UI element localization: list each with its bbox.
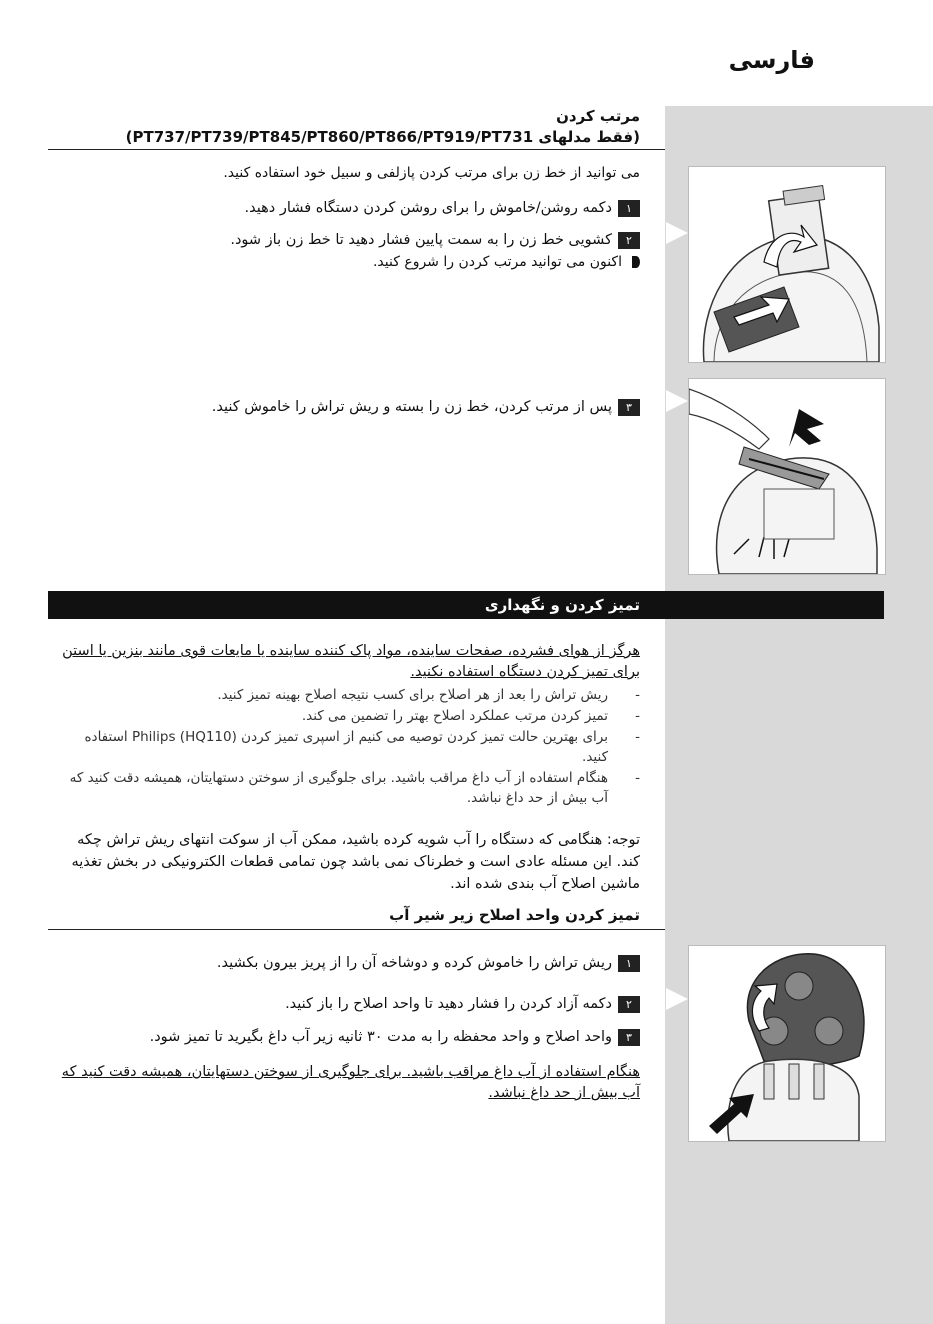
tip-item: - ریش تراش را بعد از هر اصلاح برای کسب نتیجه اصلاح بهینه تمیز کنید. [55,685,640,705]
divider [48,149,665,150]
step-number: ۲ [618,996,640,1013]
trimming-step-1 [245,198,640,218]
pointer-arrow [666,222,688,244]
trimming-intro: می توانید از خط زن برای مرتب کردن پازلفی و سبیل خود استفاده کنید. [223,165,640,181]
sub-bullet-text: اکنون می توانید مرتب کردن را شروع کنید. [372,254,622,270]
shaving-unit-open-illustration [688,945,886,1142]
pointer-arrow [666,988,688,1010]
page-language-title: فارسی [728,46,815,74]
step-text: واحد اصلاح و واحد محفظه را به مدت ۳۰ ثانیه زیر آب داغ بگیرید تا تمیز شود. [149,1029,612,1045]
trimming-models: (فقط مدلهای PT737/PT739/PT845/PT860/PT866/PT919/PT731) [125,128,640,146]
step-number: ۲ [618,232,640,249]
bullet-icon [632,256,640,268]
trimming-sub-bullet [373,252,640,272]
cleaning-note: توجه: هنگامی که دستگاه را آب شویه کرده باشید، ممکن آب از سوکت انتهای ریش تراش چکه کند. این مسئله عادی است و خطرناک نمی باشد چون تمامی قطعات الکترونیکی در بخش تغذیه ماشین اصلاح آب بندی شده اند. [71,832,640,892]
cleaning-tips-list [55,685,640,809]
step-text: کشویی خط زن را به سمت پایین فشار دهید تا خط زن باز شود. [230,232,612,248]
trimming-title: مرتب کردن [556,107,640,125]
divider [48,929,665,930]
trimmer-close-illustration [688,378,886,575]
unit-step-1 [217,953,640,973]
step-text: دکمه آزاد کردن را فشار دهید تا واحد اصلاح را باز کنید. [285,996,612,1012]
unit-warning: هنگام استفاده از آب داغ مراقب باشید. برای جلوگیری از سوختن دستهایتان، همیشه دقت کنید که آب بیش از حد داغ نباشد. [61,1064,640,1101]
tip-item: - برای بهترین حالت تمیز کردن توصیه می کنیم از اسپری تمیز کردن Philips (HQ110) استفاده کنید. [55,727,640,767]
step-text: پس از مرتب کردن، خط زن را بسته و ریش تراش را خاموش کنید. [211,399,612,415]
trimming-step-2 [230,230,640,250]
step-number: ۱ [618,200,640,217]
step-number: ۳ [618,399,640,416]
trimmer-open-illustration [688,166,886,363]
tip-item: - هنگام استفاده از آب داغ مراقب باشید. برای جلوگیری از سوختن دستهایتان، همیشه دقت کنید که آب بیش از حد داغ نباشد. [55,768,640,808]
step-number: ۱ [618,955,640,972]
step-number: ۳ [618,1029,640,1046]
unit-title: تمیز کردن واحد اصلاح زیر شیر آب [389,906,640,924]
tip-item: - تمیز کردن مرتب عملکرد اصلاح بهتر را تضمین می کند. [55,706,640,726]
trimming-step-3 [212,397,640,417]
pointer-arrow [666,390,688,412]
unit-step-2 [285,994,640,1014]
step-text: دکمه روشن/خاموش را برای روشن کردن دستگاه فشار دهید. [244,200,612,216]
cleaning-warning: هرگز از هوای فشرده، صفحات ساینده، مواد پاک کننده ساینده یا مایعات قوی مانند بنزین یا استن برای تمیز کردن دستگاه استفاده نکنید. [62,643,640,680]
step-text: ریش تراش را خاموش کرده و دوشاخه آن را از پریز بیرون بکشید. [216,955,612,971]
cleaning-section-title: تمیز کردن و نگهداری [48,591,884,619]
unit-step-3 [150,1027,640,1047]
